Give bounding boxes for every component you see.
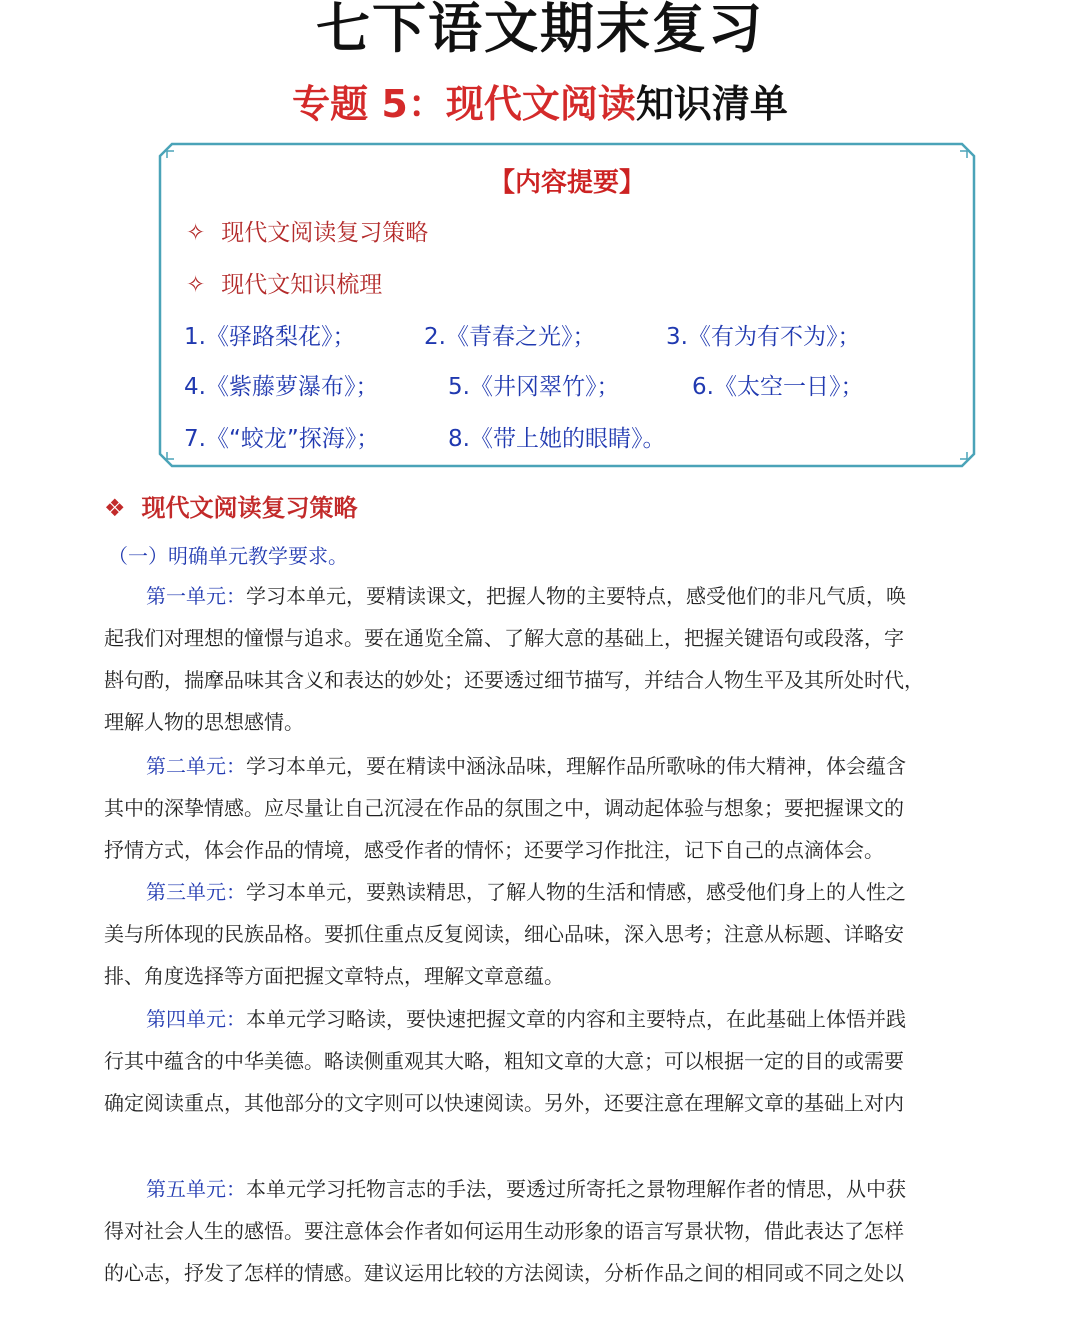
list-item: 2.《青春之光》； [424, 324, 596, 350]
list-item: 3.《有为有不为》； [666, 324, 861, 350]
list-item: 6.《太空一日》； [692, 374, 864, 400]
subtitle-suffix: 知识清单 [635, 82, 788, 126]
unit-label: 第二单元： [146, 754, 246, 778]
summary-bullet: ✧ 现代文知识梳理 [186, 272, 383, 298]
star-icon: ✧ [186, 272, 206, 298]
list-item: 7.《“蛟龙”探海》； [184, 426, 380, 452]
list-item: 4.《紫藤萝瀑布》； [184, 374, 379, 400]
unit-paragraph-5: 第五单元：本单元学习托物言志的手法，要透过所寄托之景物理解作者的情思，从中获 得对社会人生的感悟。要注意体会作者如何运用生动形象的语言写景状物，借此表达了怎样 的心志，抒发了怎样的情感。建议运用比较的方法阅读，分析作品之间的相同或不同之处以 [104, 1177, 906, 1285]
subtitle-topic: 专题 5：现代文阅读 [292, 82, 636, 126]
unit-paragraph-1: 第一单元：学习本单元，要精读课文，把握人物的主要特点，感受他们的非凡气质，唤 起我们对理想的憧憬与追求。要在通览全篇、了解大意的基础上，把握关键语句或段落，字 斟句酌，揣摩品味其含义和表达的妙处；还要透过细节描写，并结合人物生平及其所处时代， 理解人物的思想感情。 [104, 584, 924, 734]
unit-label: 第四单元： [146, 1007, 246, 1031]
unit-paragraph-3: 第三单元：学习本单元，要熟读精思，了解人物的生活和情感，感受他们身上的人性之 美与所体现的民族品格。要抓住重点反复阅读，细心品味，深入思考；注意从标题、详略安 排、角度选择等方面把握文章特点，理解文章意蕴。 [104, 880, 906, 988]
list-item: 5.《井冈翠竹》； [448, 374, 620, 400]
page-title: 七下语文期末复习 [316, 0, 764, 60]
step-heading: （一）明确单元教学要求。 [108, 544, 348, 568]
unit-paragraph-2: 第二单元：学习本单元，要在精读中涵泳品味，理解作品所歌咏的伟大精神，体会蕴含 其中的深挚情感。应尽量让自己沉浸在作品的氛围之中，调动起体验与想象；要把握课文的 抒情方式，体会作品的情境，感受作者的情怀；还要学习作批注，记下自己的点滴体会。 [104, 754, 906, 862]
star-icon: ✧ [186, 220, 206, 246]
list-item: 1.《驿路梨花》； [184, 324, 356, 350]
list-item: 8.《带上她的眼睛》。 [448, 426, 666, 452]
unit-paragraph-4: 第四单元：本单元学习略读，要快速把握文章的内容和主要特点，在此基础上体悟并践 行其中蕴含的中华美德。略读侧重观其大略，粗知文章的大意；可以根据一定的目的或需要 确定阅读重点，其他部分的文字则可以快速阅读。另外，还要注意在理解文章的基础上对内 [104, 1007, 906, 1115]
diamond-icon: ❖ [104, 494, 126, 522]
summary-heading: 【内容提要】 [488, 168, 645, 198]
unit-label: 第一单元： [146, 584, 246, 608]
unit-label: 第三单元： [146, 880, 246, 904]
summary-bullet: ✧ 现代文阅读复习策略 [186, 220, 429, 246]
content-summary-box [158, 142, 976, 468]
section-heading: ❖ 现代文阅读复习策略 [104, 494, 358, 522]
page-subtitle [0, 80, 1080, 128]
unit-label: 第五单元： [146, 1177, 246, 1201]
